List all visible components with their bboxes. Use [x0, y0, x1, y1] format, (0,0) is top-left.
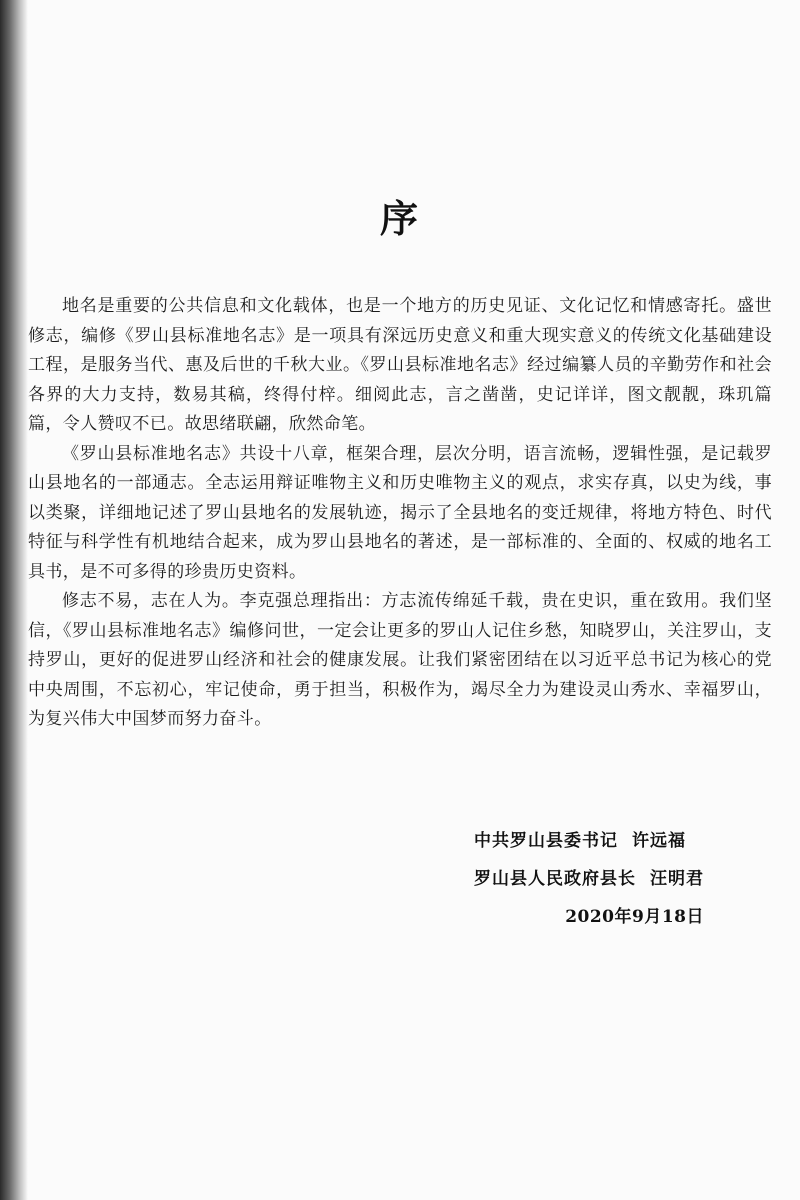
binding-shadow — [0, 0, 28, 1200]
preface-body — [28, 292, 772, 735]
paragraph: 修志不易，志在人为。李克强总理指出：方志流传绵延千载，贵在史识，重在致用。我们坚信，《罗山县标准地名志》编修问世，一定会让更多的罗山人记住乡愁，知晓罗山，关注罗山，支持罗山，更好的促进罗山经济和社会的健康发展。让我们紧密团结在以习近平总书记为核心的党中央周围，不忘初心，牢记使命，勇于担当，积极作为，竭尽全力为建设灵山秀水、幸福罗山，为复兴伟大中国梦而努力奋斗。 — [28, 591, 772, 729]
signature-line — [474, 822, 704, 860]
page-title: 序 — [379, 196, 420, 241]
signature-role: 罗山县人民政府县长 — [474, 869, 636, 889]
paragraph: 《罗山县标准地名志》共设十八章，框架合理，层次分明，语言流畅，逻辑性强，是记载罗山县地名的一部通志。全志运用辩证唯物主义和历史唯物主义的观点，求实存真，以史为线，事以类聚，详细地记述了罗山县地名的发展轨迹，揭示了全县地名的变迁规律，将地方特色、时代特征与科学性有机地结合起来，成为罗山县地名的著述，是一部标准的、全面的、权威的地名工具书，是不可多得的珍贵历史资料。 — [28, 443, 772, 582]
signature-name: 许远福 — [632, 831, 686, 851]
signature-line — [474, 860, 704, 898]
signature-name: 汪明君 — [650, 869, 704, 889]
paragraph: 地名是重要的公共信息和文化载体，也是一个地方的历史见证、文化记忆和情感寄托。盛世修志，编修《罗山县标准地名志》是一项具有深远历史意义和重大现实意义的传统文化基础建设工程，是服务当代、惠及后世的千秋大业。《罗山县标准地名志》经过编纂人员的辛勤劳作和社会各界的大力支持，数易其稿，终得付梓。细阅此志，言之凿凿，史记详详，图文靓靓，珠玑篇篇，令人赞叹不已。故思绪联翩，欣然命笔。 — [28, 296, 772, 434]
signature-date: 2020年9月18日 — [565, 907, 704, 927]
signature-block — [474, 822, 704, 936]
signature-role: 中共罗山县委书记 — [474, 831, 618, 851]
